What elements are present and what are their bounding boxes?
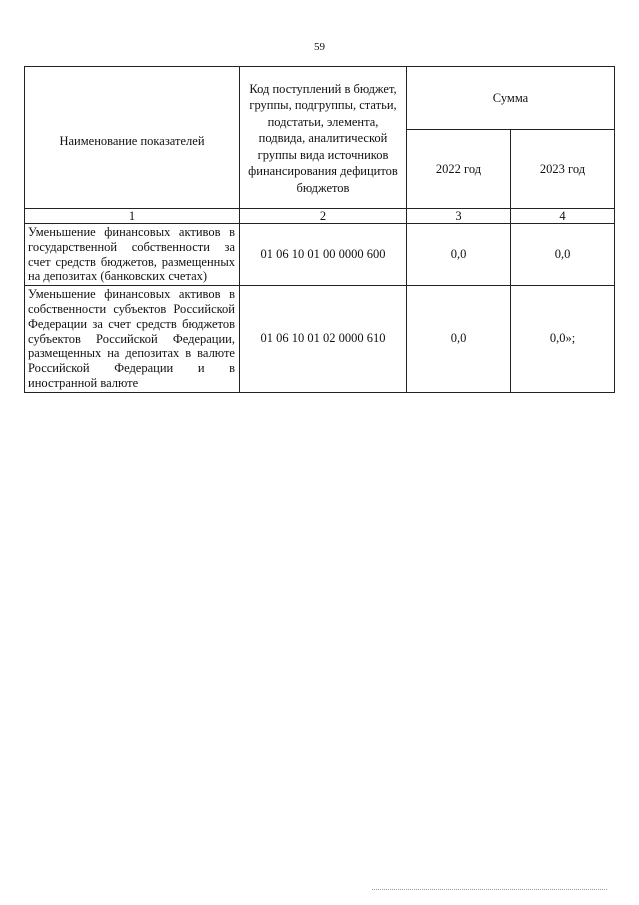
row-value-2023: 0,0	[511, 224, 615, 286]
column-numbers-row	[25, 209, 615, 224]
column-number: 1	[25, 209, 240, 224]
header-code: Код поступлений в бюджет, группы, подгруппы, статьи, подстатьи, элемента, подвида, аналитической группы вида источников финансирования дефицитов бюджетов	[240, 67, 407, 209]
table-row	[25, 286, 615, 393]
column-number: 2	[240, 209, 407, 224]
header-year-2023: 2023 год	[511, 130, 615, 209]
row-value-2023: 0,0»;	[511, 286, 615, 393]
budget-sources-table	[24, 66, 615, 393]
row-code: 01 06 10 01 00 0000 600	[240, 224, 407, 286]
header-year-2022: 2022 год	[407, 130, 511, 209]
table-row	[25, 224, 615, 286]
row-name: Уменьшение финансовых активов в государственной собственности за счет средств бюджетов, размещенных на депозитах (банковских счетах)	[25, 224, 240, 286]
footer-divider	[372, 889, 607, 890]
header-sum: Сумма	[407, 67, 615, 130]
row-name: Уменьшение финансовых активов в собственности субъектов Российской Федерации за счет средств бюджетов субъектов Российской Федерации, размещенных на депозитах в валюте Российской Федерации и в иностранной валюте	[25, 286, 240, 393]
row-code: 01 06 10 01 02 0000 610	[240, 286, 407, 393]
table-header-row	[25, 67, 615, 130]
column-number: 3	[407, 209, 511, 224]
row-value-2022: 0,0	[407, 224, 511, 286]
header-name: Наименование показателей	[25, 67, 240, 209]
row-value-2022: 0,0	[407, 286, 511, 393]
page-number: 59	[314, 41, 325, 53]
column-number: 4	[511, 209, 615, 224]
